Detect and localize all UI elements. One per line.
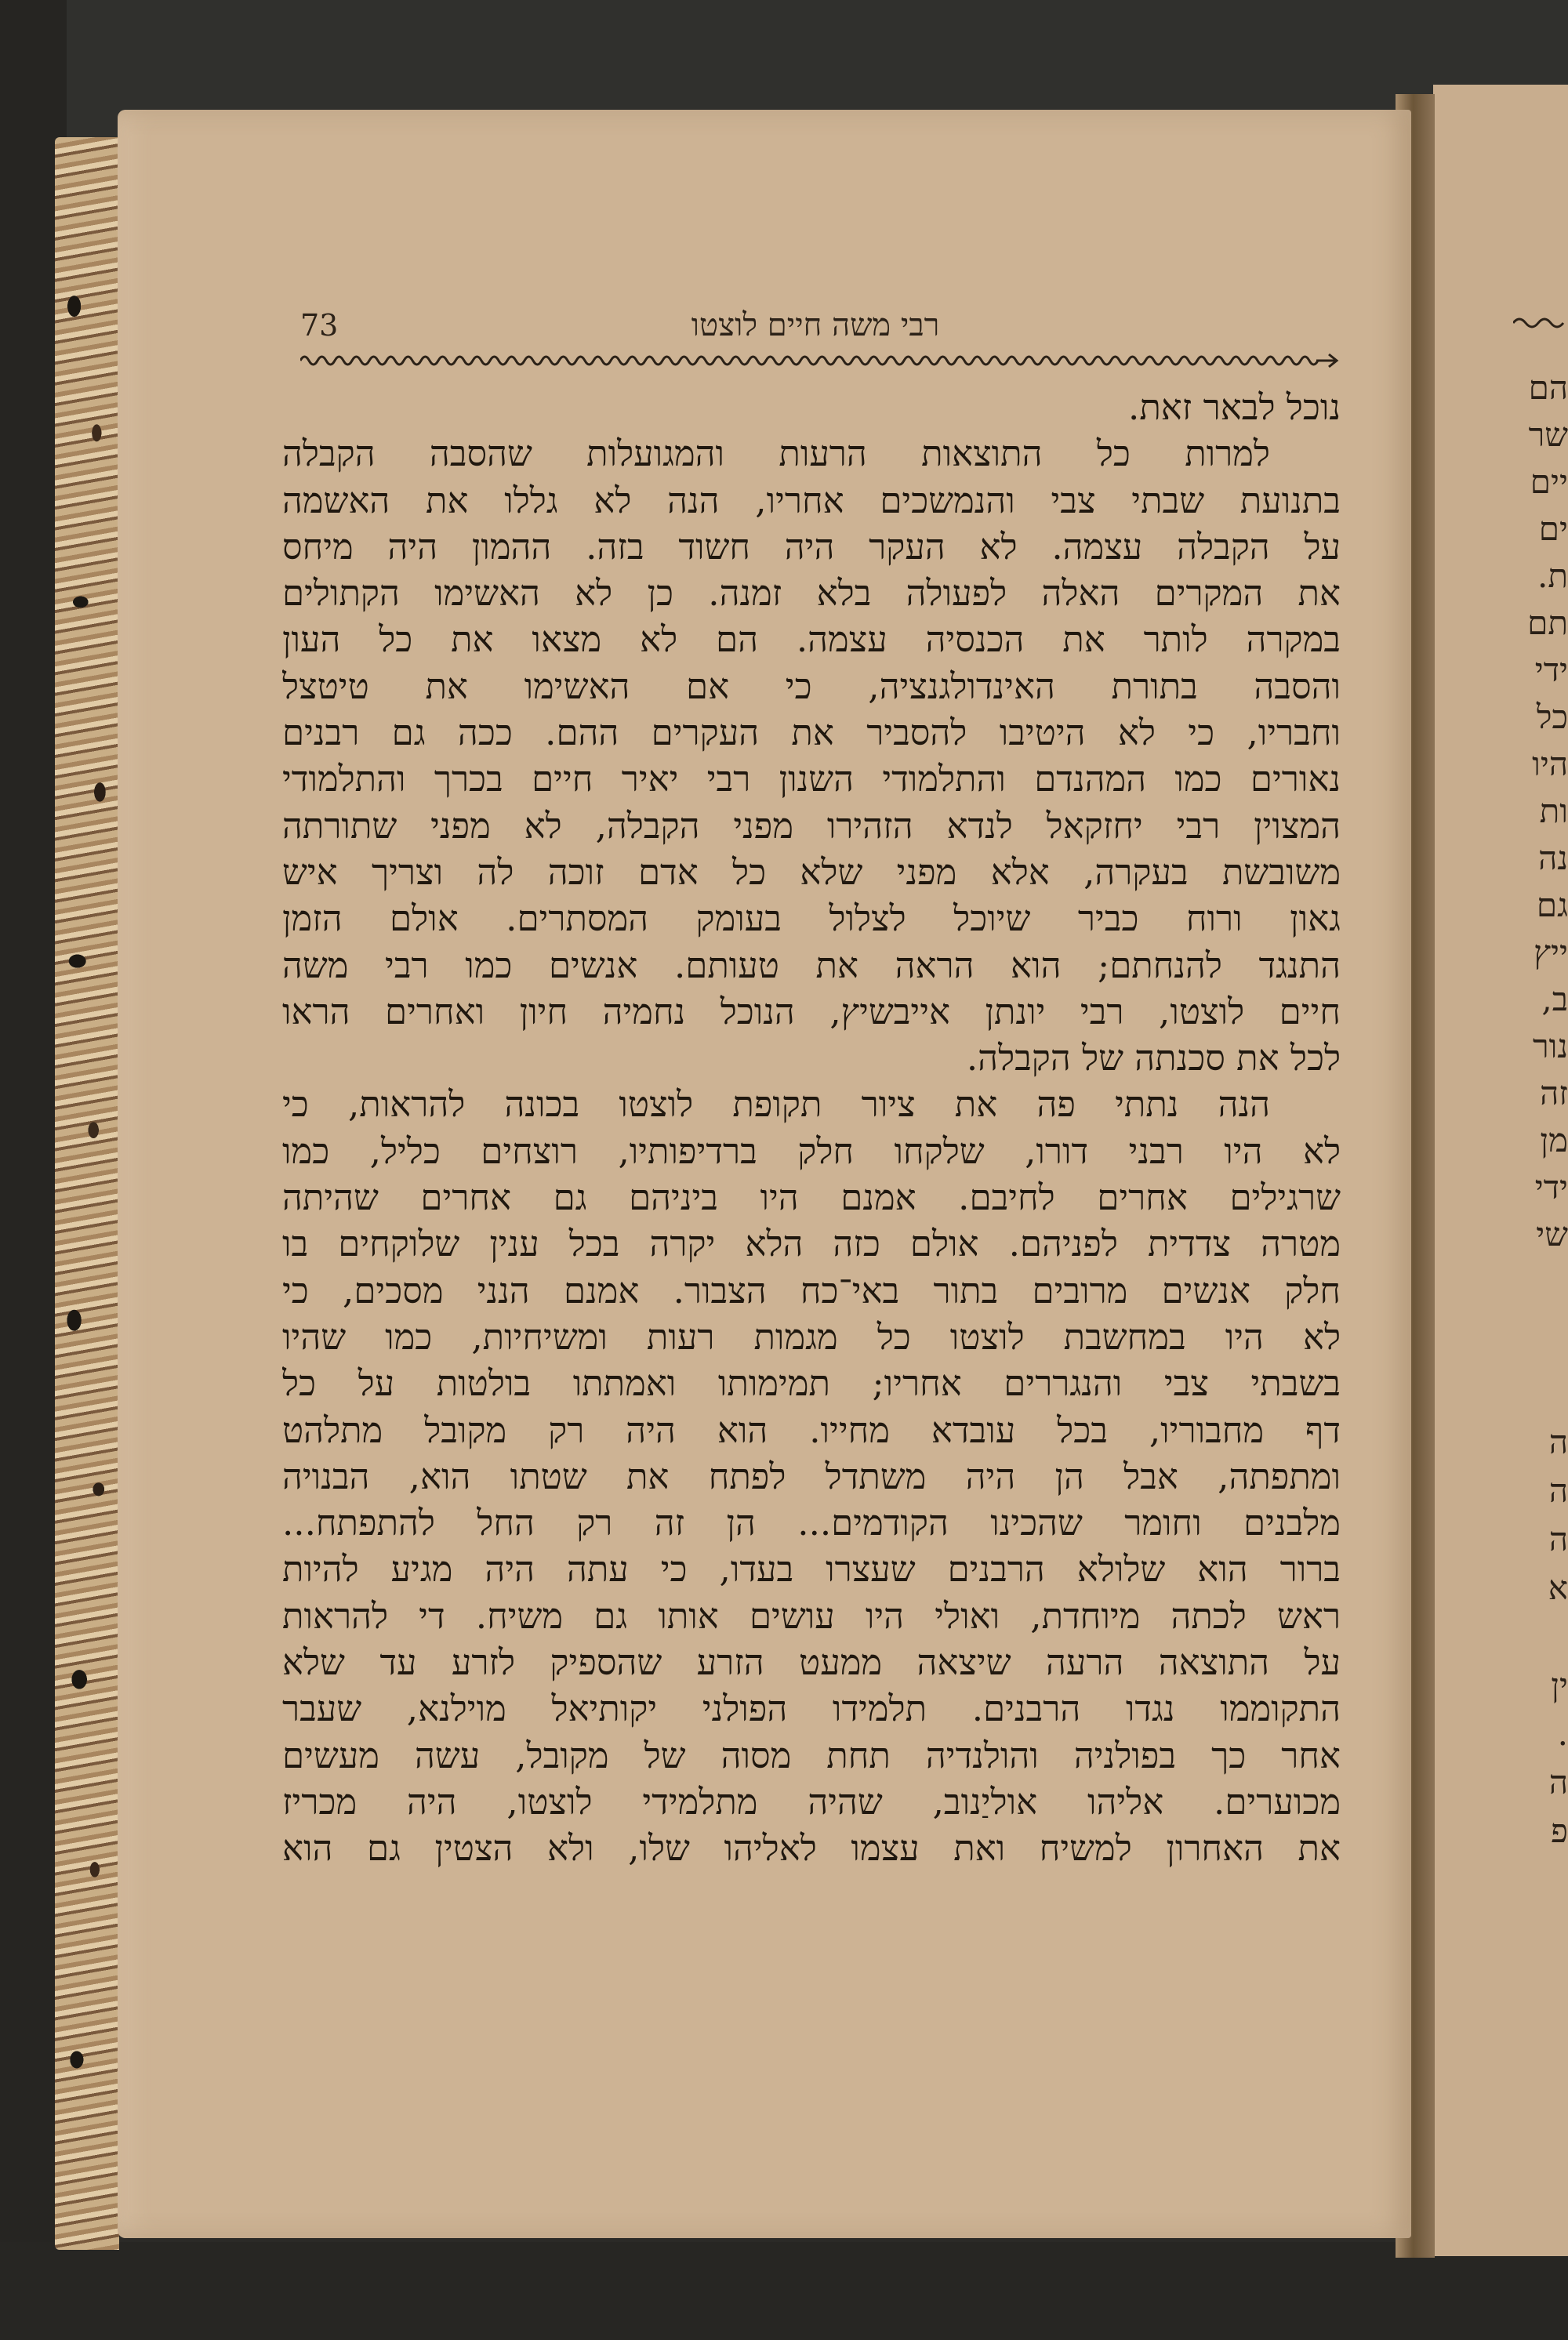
text-line: את האחרון למשיח ואת עצמו לאליהו שלו, ולא הצטין גם הוא	[282, 1827, 1341, 1870]
text-line: דף מחבוריו, בכל עובדא מחייו. הוא היה רק מקובל מתלהט	[282, 1409, 1341, 1451]
facing-page-fragment: הם	[1528, 368, 1568, 407]
text-line: לא היו רבני דורו, שלקחו חלק ברדיפותיו, רוצחים כליל, כמו	[282, 1130, 1341, 1172]
facing-page-fragment: ידי	[1534, 1168, 1568, 1206]
facing-page-fragment: ה	[1548, 1471, 1568, 1510]
running-title: רבי משה חיים לוצטו	[691, 307, 940, 343]
background-bottom	[0, 2242, 1568, 2340]
body-text	[282, 384, 1341, 1872]
facing-page-fragment: נור	[1532, 1027, 1568, 1065]
text-line: התקוממו נגדו הרבנים. תלמידו הפולני יקותיאל מוילנא, שעבר	[282, 1688, 1341, 1730]
text-line: לא היו במחשבת לוצטו כל מגמות רעות ומשיחיות, כמו שהיו	[282, 1315, 1341, 1358]
facing-page-fragment: מן	[1540, 1121, 1568, 1159]
facing-page-fragment: א	[1548, 1569, 1568, 1607]
facing-page-fragment: ה	[1548, 1520, 1568, 1558]
text-line: והסבה בתורת האינדולגנציה, כי אם האשימו את טיטצל	[282, 665, 1341, 707]
facing-page-fragment: ידי	[1534, 651, 1568, 689]
facing-page-fragment: גם	[1536, 886, 1568, 924]
text-line: ראש לכתה מיוחדת, ואולי היו עושים אותו גם משיח. די להראות	[282, 1594, 1341, 1637]
text-line: ומתפתה, אבל הן היה משתדל לפתח את שטתו הוא, הבנויה	[282, 1455, 1341, 1497]
facing-page-fragment: זה	[1540, 1074, 1568, 1112]
facing-page-fragment: ין	[1551, 1666, 1568, 1704]
text-line: אחר כך בפולניה והולנדיה תחת מסוה של מקובל, עשה מעשים	[282, 1734, 1341, 1776]
text-line: מטרה צדדית לפניהם. אולם כזה הלא יקרה בכל ענין שלוקחים בו	[282, 1223, 1341, 1265]
text-line: מכוערים. אליהו אוליַנוב, שהיה מתלמידי לוצטו, היה מכריז	[282, 1780, 1341, 1823]
page-number: 73	[300, 308, 339, 343]
text-line: משובשת בעקרה, אלא מפני שלא כל אדם זוכה לה וצריך איש	[282, 851, 1341, 893]
text-line: על הקבלה עצמה. לא העקר היה חשוד בזה. ההמון היה מיחס	[282, 525, 1341, 568]
text-line: למרות כל התוצאות הרעות והמגועלות שהסבה הקבלה	[282, 433, 1270, 475]
facing-page-fragment: פ	[1550, 1812, 1568, 1850]
facing-page-wavy-rule	[1513, 315, 1568, 331]
facing-page-fragment: ות	[1539, 792, 1568, 830]
text-line: נוכל לבאר זאת.	[1128, 386, 1341, 428]
facing-page-fragment: שי	[1536, 1215, 1568, 1253]
facing-page-fragment: ב,	[1541, 980, 1568, 1018]
facing-page-fragment: .	[1557, 1714, 1568, 1753]
facing-page-fragment: ת.	[1537, 557, 1568, 595]
text-line: גאון ורוח כביר שיוכל לצלול בעומק המסתרים. אולם הזמן	[282, 898, 1341, 940]
text-line: התנגד להנחתם; הוא הראה את טעותם. אנשים כמו רבי משה	[282, 944, 1341, 986]
text-line: מלבנים וחומר שהכינו הקודמים... הן זה רק החל להתפתח...	[282, 1502, 1341, 1544]
text-line: חיים לוצטו, רבי יונתן אייבשיץ, הנוכל נחמיה חיון ואחרים הראו	[282, 990, 1341, 1032]
marbled-page-edge	[55, 137, 119, 2250]
text-line: במקרה לותר את הכנסיה עצמה. הם לא מצאו את כל העון	[282, 619, 1341, 661]
text-line: בשבתי צבי והנגררים אחריו; תמימותו ואמתתו בולטות על כל	[282, 1362, 1341, 1405]
text-line: את המקרים האלה לפעולה בלא זמנה. כן לא האשימו הקתולים	[282, 572, 1341, 615]
text-line: בתנועת שבתי צבי והנמשכים אחריו, הנה לא גללו את האשמה	[282, 479, 1341, 521]
facing-page-fragment: נה	[1538, 839, 1568, 877]
text-line: חלק אנשים מרובים בתור באי־כח הצבור. אמנם הנני מסכים, כי	[282, 1269, 1341, 1311]
decorative-wavy-rule	[300, 351, 1343, 370]
text-line: נאורים כמו המהנדם והתלמודי השנון רבי יאיר חיים בכרך והתלמודי	[282, 758, 1341, 800]
facing-page-fragment: יים	[1530, 463, 1568, 501]
facing-page-fragment: ים	[1538, 510, 1568, 548]
facing-page-fragment: ה	[1548, 1423, 1568, 1461]
text-line: המצוין רבי יחזקאל לנדא הזהירו מפני הקבלה, לא מפני שתורתה	[282, 804, 1341, 847]
facing-page-fragment: ייץ	[1534, 933, 1568, 971]
text-line: הנה נתתי פה את ציור תקופת לוצטו בכונה להראות, כי	[282, 1083, 1270, 1126]
facing-page-fragment: ה	[1548, 1763, 1568, 1801]
facing-page-fragment: שר	[1528, 415, 1568, 454]
text-line: ברור הוא שלולא הרבנים שעצרו בעדו, כי עתה היה מגיע להיות	[282, 1548, 1341, 1591]
facing-page-fragment: היו	[1532, 745, 1568, 783]
text-line: וחבריו, כי לא היטיבו להסביר את העקרים ההם. ככה גם רבנים	[282, 712, 1341, 754]
text-line: לכל את סכנתה של הקבלה.	[966, 1037, 1341, 1079]
text-line: שרגילים אחרים לחיבם. אמנם היו ביניהם גם אחרים שהיתה	[282, 1177, 1341, 1219]
facing-page-fragment: כל	[1536, 698, 1568, 736]
facing-page-fragment: תם	[1527, 604, 1568, 642]
text-line: על התוצאה הרעה שיצאה ממעט הזרע שהספיק לזרע עד שלא	[282, 1642, 1341, 1684]
